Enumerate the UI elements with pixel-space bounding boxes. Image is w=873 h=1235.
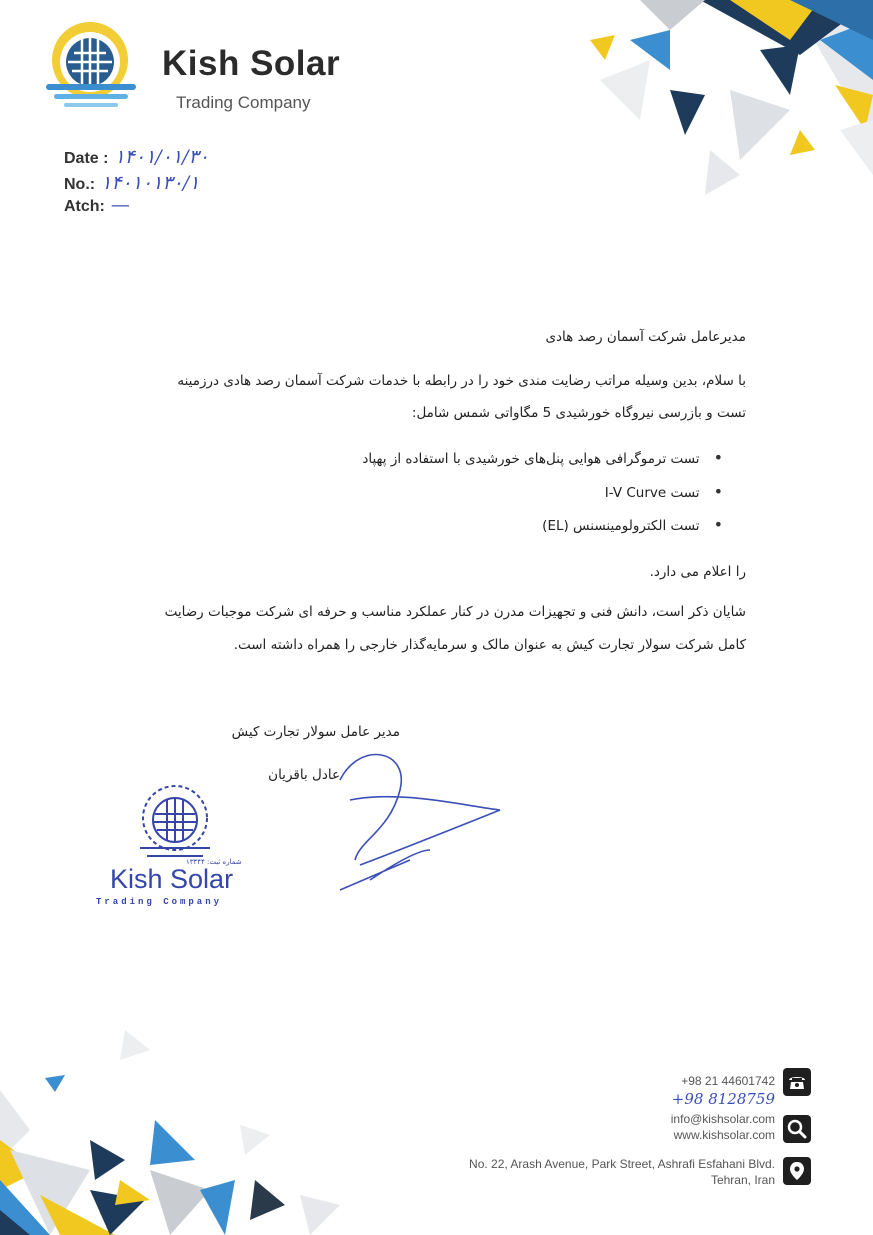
stamp-registration: شماره ثبت: ۱۳۴۴۴ [186,858,242,866]
list-item: • تست الکترولومینسنس (EL) [542,515,723,534]
intro-line-2: تست و بازرسی نیروگاه خورشیدی 5 مگاواتی شمس شامل: [411,405,746,421]
handwritten-signature [300,740,520,900]
attachment-value: — [110,194,130,216]
recipient: مدیرعامل شرکت آسمان رصد هادی [545,329,746,345]
stamp-company-name: Kish Solar [110,864,234,894]
contact-address-line-1: No. 22, Arash Avenue, Park Street, Ashrafi Esfahani Blvd. [469,1157,775,1171]
intro-line-1: با سلام، بدین وسیله مراتب رضایت مندی خود را در رابطه با خدمات شرکت آسمان رصد هادی درزمینه [177,373,746,389]
contact-address-line-2: Tehran, Iran [710,1173,775,1187]
company-subtitle: Trading Company [176,93,311,112]
list-item: • تست ترموگرافی هوایی پنل‌های خورشیدی با استفاده از پهپاد [362,448,723,467]
top-right-triangle-decoration [490,0,873,210]
number-label: No.: [64,176,96,193]
company-name: Kish Solar [162,44,341,83]
date-line [64,146,209,168]
contact-phone-handwritten: +98 8128759 [671,1090,775,1108]
number-line [64,172,199,194]
contact-phone: +98 21 44601742 [681,1074,775,1088]
date-label: Date : [64,150,109,167]
telephone-icon [783,1068,811,1096]
number-value: ۱۴۰۱۰۱۳۰/۱ [101,172,200,194]
attachment-label: Atch: [64,198,105,215]
signatory-name: عادل باقریان [268,767,340,783]
stamp-company-subtitle: Trading Company [96,897,223,907]
announce-text: را اعلام می دارد. [649,564,746,580]
attachment-line [64,194,130,216]
bottom-left-triangle-decoration [0,1030,340,1235]
search-icon [783,1115,811,1143]
list-item: • تست I-V Curve [605,482,723,501]
closing-line-1: شایان ذکر است، دانش فنی و تجهیزات مدرن در کنار عملکرد مناسب و حرفه ای شرکت موجبات رضایت [164,604,746,620]
contact-email: info@kishsolar.com [670,1112,775,1126]
signatory-title: مدیر عامل سولار تجارت کیش [231,724,400,740]
date-value: ۱۴۰۱/۰۱/۳۰ [114,146,209,168]
closing-line-2: کامل شرکت سولار تجارت کیش به عنوان مالک و سرمایه‌گذار خارجی را همراه داشته است. [233,637,746,653]
contact-website: www.kishsolar.com [673,1128,775,1142]
location-pin-icon [783,1157,811,1185]
